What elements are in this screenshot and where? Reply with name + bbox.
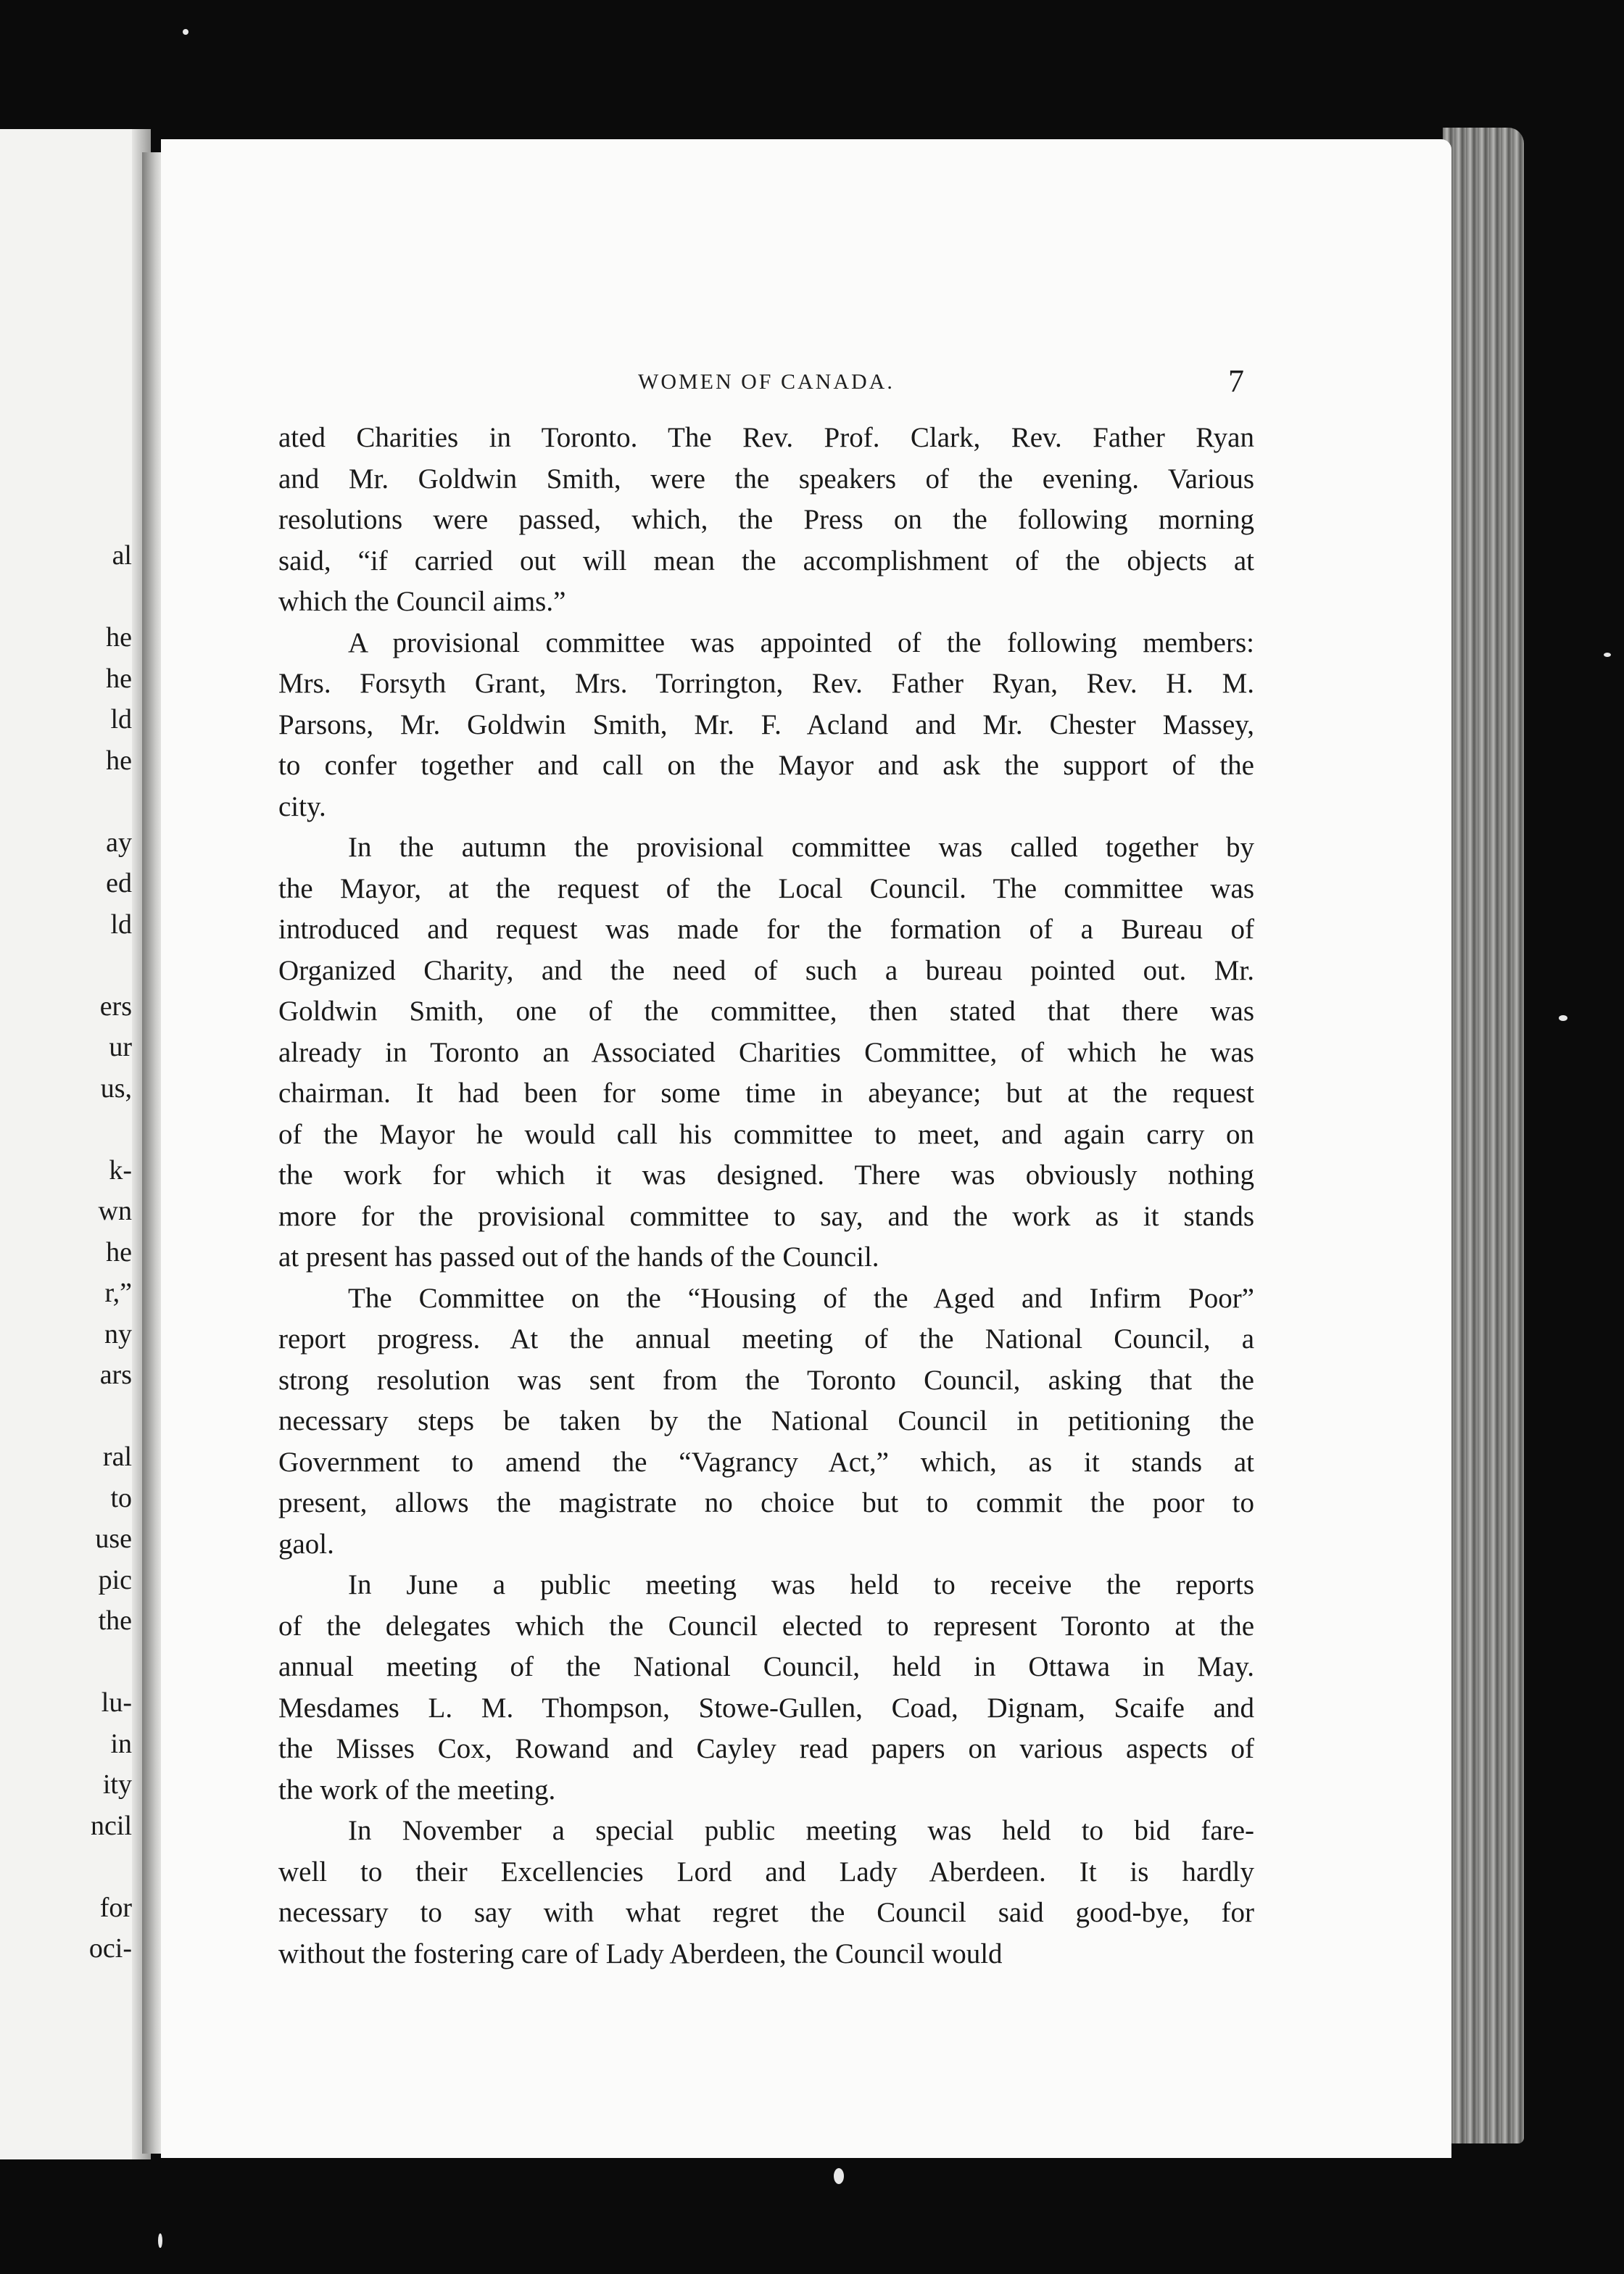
text-line: already in Toronto an Associated Charities Committee, of which he was	[278, 1036, 1254, 1068]
text-line: and Mr. Goldwin Smith, were the speakers of the evening. Various	[278, 463, 1254, 495]
left-page-fragment: he	[106, 1236, 132, 1268]
left-page-fragment: for	[99, 1892, 132, 1923]
left-page-fragment: ity	[102, 1769, 132, 1800]
left-page-fragment	[0, 1396, 132, 1437]
left-page-fragment: in	[110, 1728, 132, 1759]
left-facing-page	[0, 129, 151, 2159]
text-line: to confer together and call on the Mayor and ask the support of the	[278, 750, 1254, 781]
text-line: Parsons, Mr. Goldwin Smith, Mr. F. Acland and Mr. Chester Massey,	[278, 708, 1254, 740]
paragraph	[278, 1565, 1254, 1811]
text-line: more for the provisional committee to say, and the work as it stands	[278, 1200, 1254, 1232]
left-page-fragment: ncil	[91, 1810, 132, 1841]
dust-speck	[834, 2168, 844, 2184]
left-page-fragment: ur	[109, 1032, 132, 1062]
text-line: said, “if carried out will mean the accomplishment of the objects at	[278, 545, 1254, 576]
paragraph	[278, 1278, 1254, 1566]
left-page-fragment	[0, 945, 132, 986]
text-line: which the Council aims.”	[278, 586, 566, 617]
text-line: necessary to say with what regret the Council said good-bye, for	[278, 1897, 1254, 1928]
left-page-fragment: oci-	[88, 1933, 132, 1964]
left-page-fragment: ld	[110, 704, 132, 735]
body-text	[278, 418, 1254, 1975]
text-line: Organized Charity, and the need of such a bureau pointed out. Mr.	[278, 954, 1254, 986]
text-line: Mesdames L. M. Thompson, Stowe-Gullen, Coad, Dignam, Scaife and	[278, 1692, 1254, 1724]
left-page-fragment: us,	[100, 1072, 132, 1104]
left-page-fragment: he	[106, 663, 132, 694]
text-line: annual meeting of the National Council, held in Ottawa in May.	[278, 1651, 1254, 1682]
left-page-fragment: he	[106, 745, 132, 776]
text-line: chairman. It had been for some time in abeyance; but at the request	[278, 1078, 1254, 1109]
text-line: of the Mayor he would call his committee to meet, and again carry on	[278, 1118, 1254, 1150]
text-line: resolutions were passed, which, the Press on the following morning	[278, 504, 1254, 535]
text-line: well to their Excellencies Lord and Lady Aberdeen. It is hardly	[278, 1856, 1254, 1888]
left-page-fragment	[0, 1846, 132, 1888]
text-line: the Misses Cox, Rowand and Cayley read papers on various aspects of	[278, 1733, 1254, 1764]
text-line: In the autumn the provisional committee was called together by	[348, 832, 1254, 863]
left-page-fragment: ral	[102, 1442, 132, 1472]
left-page-text-fragments	[0, 535, 132, 1969]
text-line: necessary steps be taken by the National Council in petitioning the	[278, 1405, 1254, 1436]
left-page-fragment: pic	[98, 1564, 132, 1595]
left-page-fragment: ay	[106, 827, 132, 858]
text-line: at present has passed out of the hands of the Council.	[278, 1241, 879, 1273]
left-page-fragment: ed	[106, 868, 132, 898]
left-page-fragment: k-	[109, 1154, 132, 1186]
text-line: the Mayor, at the request of the Local Council. The committee was	[278, 872, 1254, 904]
text-line: of the delegates which the Council elected to represent Toronto at the	[278, 1610, 1254, 1642]
left-page-fragment: ny	[104, 1318, 132, 1349]
left-page-fragment: r,”	[104, 1278, 132, 1308]
text-line: report progress. At the annual meeting of the National Council, a	[278, 1323, 1254, 1355]
dust-speck	[183, 29, 188, 35]
text-line: Government to amend the “Vagrancy Act,” which, as it stands at	[278, 1446, 1254, 1478]
text-line: Mrs. Forsyth Grant, Mrs. Torrington, Rev. Father Ryan, Rev. H. M.	[278, 668, 1254, 699]
left-page-fragment: lu-	[101, 1687, 132, 1718]
left-page-fragment	[0, 1642, 132, 1683]
text-line: the work for which it was designed. There was obviously nothing	[278, 1159, 1254, 1191]
left-page-fragment	[0, 576, 132, 618]
text-line: The Committee on the “Housing of the Aged and Infirm Poor”	[348, 1282, 1254, 1314]
text-line: A provisional committee was appointed of the following members:	[348, 627, 1254, 658]
left-page-fragment: use	[95, 1523, 132, 1554]
text-line: present, allows the magistrate no choice but to commit the poor to	[278, 1487, 1254, 1518]
page-number: 7	[1228, 363, 1244, 399]
left-page-fragment: ers	[99, 991, 132, 1022]
text-line: strong resolution was sent from the Toronto Council, asking that the	[278, 1364, 1254, 1396]
text-line: without the fostering care of Lady Aberdeen, the Council would	[278, 1938, 1003, 1969]
left-page-fragment: ars	[99, 1360, 132, 1390]
left-page-fragment: al	[112, 540, 132, 571]
left-page-fragment: the	[98, 1605, 132, 1636]
paragraph	[278, 623, 1254, 828]
left-page-fragment: he	[106, 622, 132, 653]
paragraph	[278, 827, 1254, 1278]
paragraph	[278, 1811, 1254, 1975]
text-line: In June a public meeting was held to receive the reports	[348, 1569, 1254, 1600]
text-line: Goldwin Smith, one of the committee, then stated that there was	[278, 996, 1254, 1027]
paragraph	[278, 418, 1254, 623]
text-line: ated Charities in Toronto. The Rev. Prof. Clark, Rev. Father Ryan	[278, 422, 1254, 453]
left-page-fragment	[0, 781, 132, 822]
text-line: In November a special public meeting was held to bid fare-	[348, 1815, 1254, 1846]
text-line: city.	[278, 790, 326, 822]
left-page-fragment	[0, 1109, 132, 1150]
dust-speck	[1604, 653, 1611, 657]
left-page-fragment: wn	[98, 1196, 132, 1226]
left-page-fragment: ld	[110, 909, 132, 940]
text-line: introduced and request was made for the formation of a Bureau of	[278, 914, 1254, 945]
text-line: gaol.	[278, 1528, 334, 1560]
page-fore-edge	[1443, 128, 1524, 2143]
dust-speck	[1559, 1015, 1567, 1021]
dust-speck	[158, 2233, 162, 2248]
left-page-fragment: to	[110, 1482, 132, 1513]
running-head: WOMEN OF CANADA.	[638, 370, 895, 394]
text-line: the work of the meeting.	[278, 1774, 556, 1806]
